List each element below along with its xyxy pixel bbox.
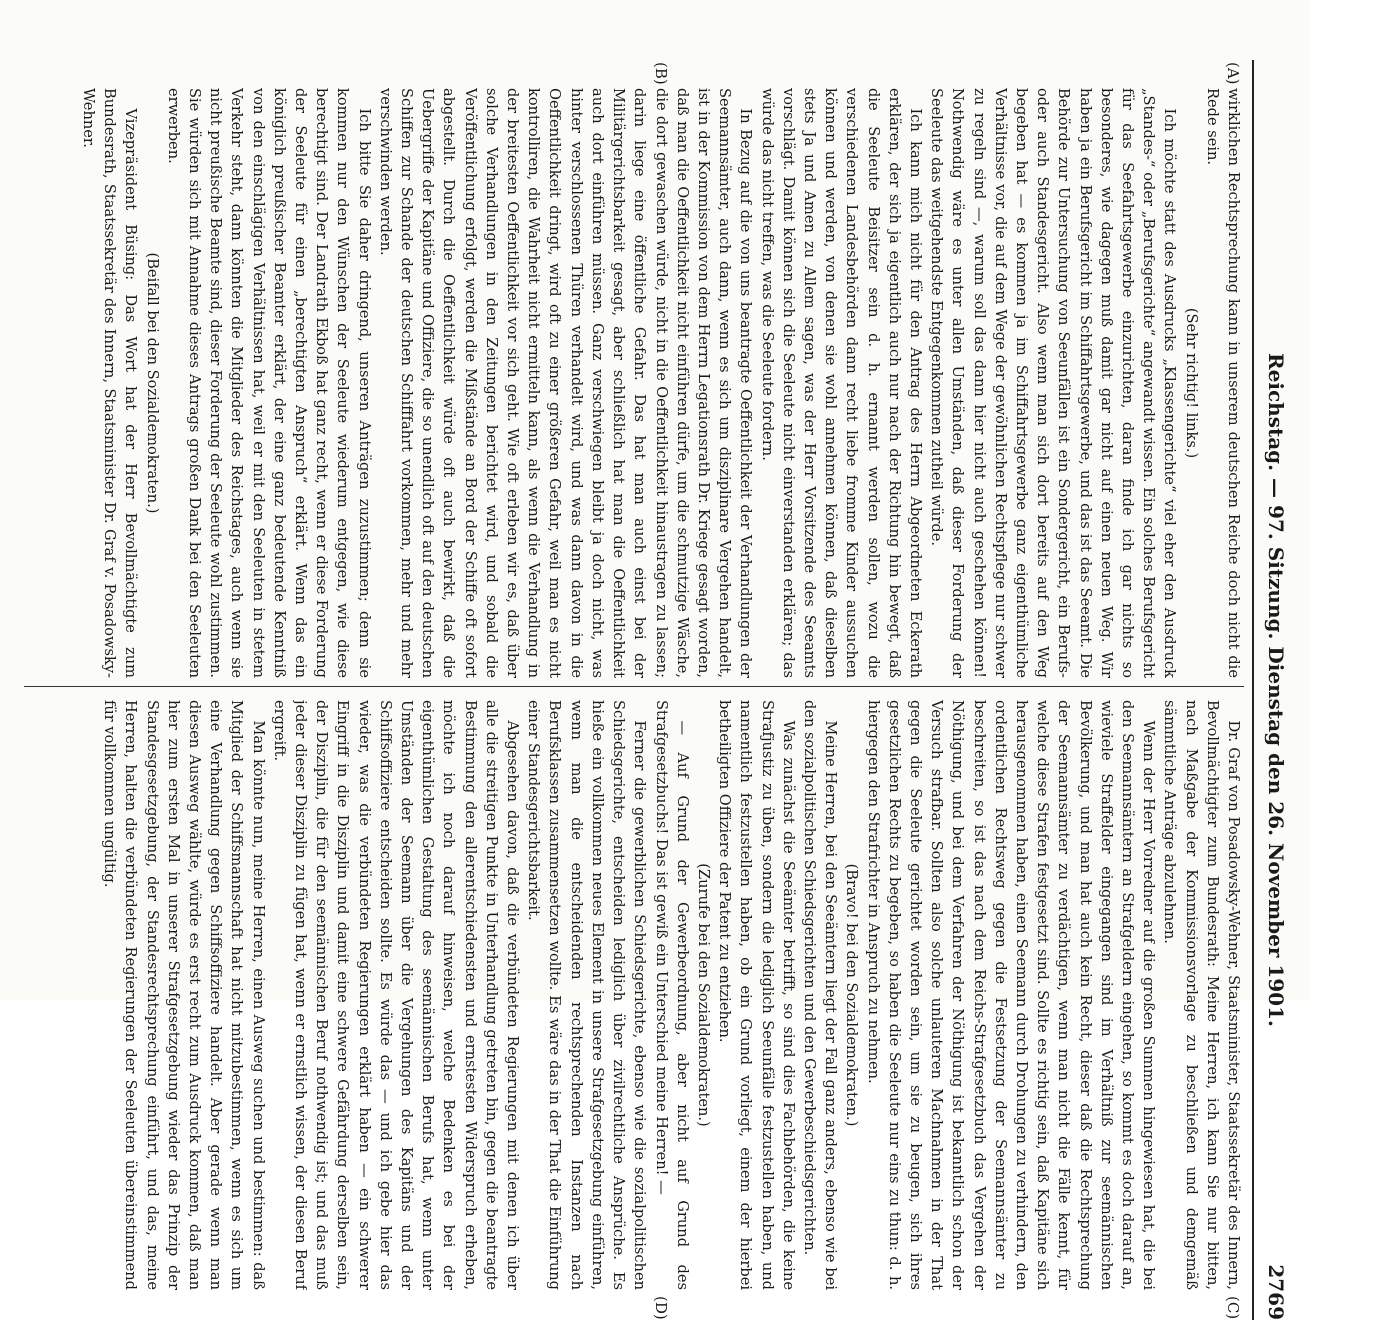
interjection: (Zurufe bei den Sozialdemokraten.): [694, 863, 712, 1127]
page-title: Reichstag. — 97. Sitzung. Dienstag den 26. November 1901.: [1264, 353, 1288, 1027]
paragraph: Dr. Graf von Posadowsky-Wehner, Staatsminister, Staatssekretär des Innern, Bevollmächtigter zum Bundesrath: Meine Herren, ich kann Sie nur bitten, nach Maßgabe der Kommissionsvorlage zu beschließen und demgemäß sämmtliche Anträge abzulehnen.: [1161, 700, 1242, 1290]
paragraph: Wenn der Herr Vorredner auf die großen Summen hingewiesen hat, die bei den Seemannsämtern an Strafgeldern eingehen, so kommt es doch darauf an, wieviele Straffelder eingegangen sind im Verhältniß zur seemännischen Bevölkerung, und man hat auch kein Recht, dieser daß die Rechtsprechung der Seemannsämter zu verdächtigen, wenn man nicht die Fälle kennt, für welche diese Strafen festgesetzt sind. Sollte es richtig sein, daß Kapitäne sich herausgenommen haben, einen Seemann durch Drohungen zu verhindern, den ordentlichen Rechtsweg gegen die Festsetzung der Seemannsämter zu beschreiten, so ist das nach dem Reichs-Strafgesetzbuch das Vergehen der Nöthigung, und bei dem Verfahren der Nöthigung ist bekanntlich schon der Versuch strafbar. Sollten also solche unlauteren Machnahmen in der That gegen die Seeleute gerichtet worden sein, um sie zu beugen, sich ihres gesetzlichen Rechts zu begeben, so haben die Seeleute nur eins zu thun: d. h. hiergegen den Strafrichter in Anspruch zu nehmen.: [864, 700, 1158, 1290]
paragraph: Ich kann mich nicht für den Antrag des Herrn Abgeordneten Eckerath erklären, der sich ja eigentlich auch nur nach der Richtung hin bewegt, daß die Seeleute Beisitzer sein d. h. ernannt werden sollen, wozu die verschiedenen Landesbehörden dann recht liebe fromme Kinder aussuchen können und werden, von denen sie wohl annehmen können, daß dieselben stets Ja und Amen zu Allem sagen, was der Herr Vorsitzende des Seeamts vorschlägt. Damit können sich die Seeleute nicht einverstanden erklären; das würde das nicht treffen, was die Seeleute fordern.: [758, 88, 924, 678]
interjection: (Sehr richtig! links.): [1182, 307, 1200, 459]
margin-letter-b: (B): [652, 62, 670, 85]
margin-letter-d: (D): [652, 1296, 670, 1320]
paragraph: Ich bitte Sie daher dringend, unseren Anträgen zuzustimmen; denn sie kommen nur den Wünschen der Seeleute wiederum entgegen, wie diese berechtigt sind. Der Landrath Ekboß hat ganz recht, wenn er diese Forderung der Seeleute für einen „berechtigten Anspruch“ erklärt. Wenn das ein königlich preußischer Beamter erklärt, der eine ganz bedeutende Kenntniß von den einschlägigen Verhältnissen hat, weil er mit den Seeleuten in stetem Verkehr steht, dann könnten die Mitglieder des Reichstages, auch wenn sie nicht preußische Beamte sind, dieser Forderung der Seeleute wohl zustimmen. Sie würden sich mit Annahme dieses Antrags großen Dank bei den Seeleuten erwerben.: [164, 88, 373, 678]
paragraph: Ich möchte statt des Ausdrucks „Klassengerichte“ viel eher den Ausdruck „Standes-“ oder „Berufsgerichte“ angewandt wissen. Ein solches Berufsgericht für das Seefahrtsgewerbe einzurichten, daran finde ich gar nichts so besonderes, wie dagegen muß damit gar nicht auf einen neuen Weg. Wir haben ja ein Berufsgericht im Schiffahrtsgewerbe, und das ist das Seeamt. Die Behörde zur Untersuchung von Seeunfällen ist ein Sondergericht, ein Berufs- oder auch Standesgericht. Also wenn man sich dort bereits auf den Weg begeben hat — es kommen ja im Schiffahrtsgewerbe ganz eigenthümliche Verhältnisse vor, die auf dem Wege der gewöhnlichen Rechtspflege nur schwer zu regeln sind —, warum soll das dann hier nicht auch geschehen können! Nothwendig wäre es unter allen Umständen, daß dieser Forderung der Seeleute das weitgehendste Entgegenkommen zutheil würde.: [928, 88, 1179, 678]
paragraph: Man könnte nun, meine Herren, einen Ausweg suchen und bestimmen: daß Mitglied der Schiffsmannschaft hat nicht mitzubestimmen, wenn es sich um eine Verhandlung gegen Schiffsoffiziere handelt. Aber gerade wenn man diesen Ausweg wählte, würde es erst recht zum Ausdruck kommen, daß man hier zum ersten Mal in unserer Strafgesetzgebung wieder das Prinzip der Standesgesetzgebung, der Standesrechtsprechung einführt, und das, meine Herren, halten die verbündeten Regierungen der Seeleuten übereinstimmend für vollkommen ungültig.: [101, 700, 267, 1290]
column-divider: [24, 686, 1244, 687]
paragraph: — Auf Grund der Gewerbeordnung, aber nicht auf Grund des Strafgesetzbuchs! Das ist gewiß ein Unterschied meine Herren! —: [652, 700, 691, 1290]
interjection: (Bravo! bei den Sozialdemokraten.): [843, 863, 861, 1127]
paragraph: Meine Herren, bei den Seeämtern liegt der Fall ganz anders, ebenso wie bei den sozialpolitischen Schiedsgerichten und den Gewerbeschiedsgerichten.: [800, 700, 840, 1290]
header-rule: [1252, 60, 1254, 1320]
page-header: [1258, 60, 1288, 1320]
paragraph: Abgesehen davon, daß die verbündeten Regierungen mit denen ich über alle die streitigen Punkte in Unterhandlung getreten bin, gegen die beantragte Bestimmung den allerentschiedensten und ernstesten Widerspruch erheben, möchte ich noch darauf hinweisen, welche Bedenken es bei der eigenthümlichen Gestaltung des seemännischen Berufs hat, wenn unter Umständen der Seemann über die Vergehungen des Kapitäns und der Schiffsoffiziere entscheiden sollte. Es würde das — und ich gebe hier das wieder, was die verbündeten Regierungen erklärt haben — ein schwerer Eingriff in die Disziplin und damit eine schwere Gefährdung derselben sein, der Disziplin, die für den seemännischen Beruf nothwendig ist; und das muß jeder dieser Disziplin zu fügen hat, wenn er ernstlich wissen, der diesen Beruf ergreift.: [270, 700, 522, 1290]
paragraph: Vizepräsident Büsing: Das Wort hat der Herr Bevollmächtigte zum Bundesrath, Staatssekretär des Innern, Staatsminister Dr. Graf v. Posadowsky-Wehner.: [80, 88, 140, 678]
paragraph: In Bezug auf die von uns beantragte Oeffentlichkeit der Verhandlungen der Seemannsämter, auch dann, wenn es sich um disziplinare Vergehen handelt, ist in der Kommission von dem Herrn Legationsrath Dr. Kriege gesagt worden, daß man die Oeffentlichkeit nicht einführen dürfe, um die schmutzige Wäsche, die dort gewaschen würde, nicht in die Oeffentlichkeit hinaustragen zu lassen; darin liege eine öffentliche Gefahr. Das hat man auch einst bei der Militärgerichtsbarkeit gesagt, aber schließlich hat man die Oeffentlichkeit auch dort einführen müssen. Ganz verschwiegen bleibt ja doch nicht, was hinter verschlossenen Thüren verhandelt wird, und was dann davon in die Oeffentlichkeit dringt, wird oft zu einer größeren Gefahr, weil man es nicht kontrolliren, die Wahrheit nicht ermitteln kann, als wenn die Verhandlung in der breitesten Oeffentlichkeit vor sich geht. Wie oft erleben wir es, daß über solche Verhandlungen in den Zeitungen berichtet wird, und sobald die Veröffentlichung erfolgt, werden die Mißstände an Bord der Schiffe oft sofort abgestellt. Durch die Oeffentlichkeit würde oft auch bewirkt, daß die Uebergriffe der Kapitäne und Offiziere, die so unendlich oft auf den deutschen Schiffen zur Schande der deutschen Schifffahrt vorkommen, mehr und mehr verschwinden werden.: [376, 88, 755, 678]
paragraph: wirklichen Rechtsprechung kann in unserem deutschen Reiche doch nicht die Rede sein.: [1203, 88, 1242, 678]
paragraph: Ferner die gewerblichen Schiedsgerichte, ebenso wie die sozialpolitischen Schiedsgerichte, entscheiden lediglich über zivilrechtliche Ansprüche. Es hieße ein vollkommen neues Element in unsere Strafgesetzgebung einführen, wenn man die entscheidenden rechtsprechenden Instanzen nach Berufsklassen zusammensetzen wollte. Es wäre das in der That die Einführung einer Standesgerichtsbarkeit.: [525, 700, 649, 1290]
left-text-column: [24, 88, 1244, 678]
margin-letter-a: (A): [1224, 62, 1242, 85]
page-number: 2769: [1264, 1264, 1288, 1320]
margin-letter-c: (C): [1224, 1296, 1242, 1320]
paragraph: Was zunächst die Seeämter betrifft, so sind dies Fachbehörden, die keine Strafjustiz zu üben, sondern die lediglich Seeunfälle festzustellen haben, und namentlich festzustellen haben, ob ein Grund vorliegt, einem der hierbei betheiligten Offiziere der Patent zu entziehen.: [716, 700, 797, 1290]
interjection: (Beifall bei den Sozialdemokraten.): [143, 252, 161, 514]
right-text-column: [24, 700, 1244, 1290]
